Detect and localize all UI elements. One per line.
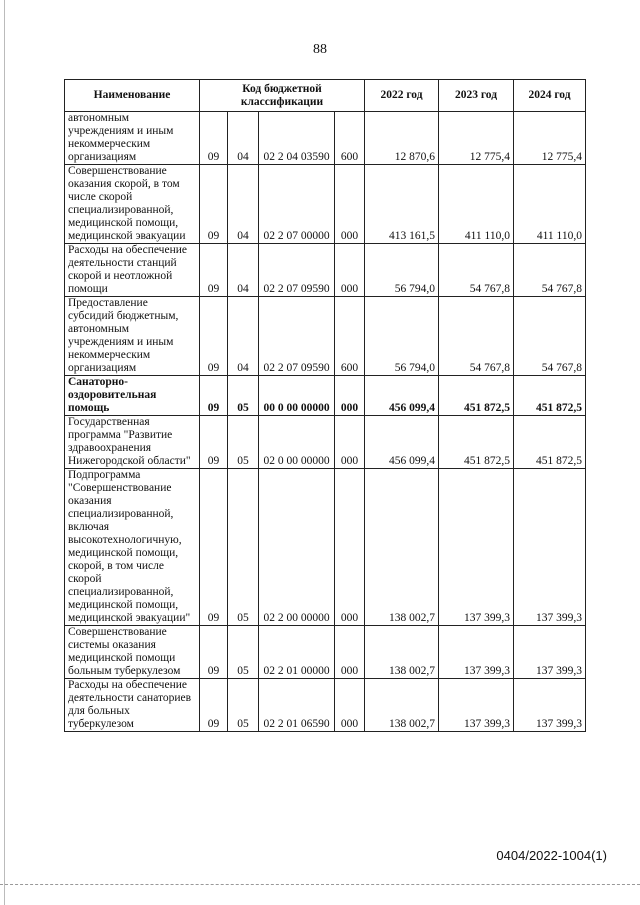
value-2023-cell: 54 767,8 bbox=[439, 297, 514, 376]
value-2023-cell: 12 775,4 bbox=[439, 112, 514, 165]
section-code-cell: 09 bbox=[200, 112, 228, 165]
row-name-cell: автономным учреждениям и иным некоммерческим организациям bbox=[65, 112, 200, 165]
value-2022-cell: 138 002,7 bbox=[365, 679, 439, 732]
section-code-cell: 09 bbox=[200, 244, 228, 297]
target-article-cell: 02 2 00 00000 bbox=[259, 469, 335, 626]
value-2023-cell: 411 110,0 bbox=[439, 165, 514, 244]
header-2023: 2023 год bbox=[439, 80, 514, 112]
row-name-cell: Санаторно-оздоровительная помощь bbox=[65, 376, 200, 416]
target-article-cell: 02 2 07 09590 bbox=[259, 297, 335, 376]
expense-type-cell: 000 bbox=[335, 416, 365, 469]
subsection-code-cell: 05 bbox=[228, 416, 259, 469]
expense-type-cell: 600 bbox=[335, 112, 365, 165]
value-2023-cell: 54 767,8 bbox=[439, 244, 514, 297]
table-row bbox=[65, 416, 586, 469]
value-2023-cell: 137 399,3 bbox=[439, 626, 514, 679]
subsection-code-cell: 05 bbox=[228, 469, 259, 626]
header-code: Код бюджетной классификации bbox=[200, 80, 365, 112]
header-name: Наименование bbox=[65, 80, 200, 112]
value-2024-cell: 451 872,5 bbox=[514, 416, 586, 469]
table-row bbox=[65, 679, 586, 732]
value-2022-cell: 138 002,7 bbox=[365, 469, 439, 626]
value-2023-cell: 451 872,5 bbox=[439, 376, 514, 416]
value-2024-cell: 137 399,3 bbox=[514, 679, 586, 732]
value-2024-cell: 137 399,3 bbox=[514, 626, 586, 679]
row-name-cell: Расходы на обеспечение деятельности санаториев для больных туберкулезом bbox=[65, 679, 200, 732]
row-name-cell: Предоставление субсидий бюджетным, автономным учреждениям и иным некоммерческим организациям bbox=[65, 297, 200, 376]
section-code-cell: 09 bbox=[200, 376, 228, 416]
table-row bbox=[65, 112, 586, 165]
target-article-cell: 02 2 07 00000 bbox=[259, 165, 335, 244]
target-article-cell: 00 0 00 00000 bbox=[259, 376, 335, 416]
section-code-cell: 09 bbox=[200, 416, 228, 469]
row-name-cell: Совершенствование системы оказания медицинской помощи больным туберкулезом bbox=[65, 626, 200, 679]
value-2024-cell: 411 110,0 bbox=[514, 165, 586, 244]
target-article-cell: 02 2 07 09590 bbox=[259, 244, 335, 297]
value-2023-cell: 137 399,3 bbox=[439, 469, 514, 626]
section-code-cell: 09 bbox=[200, 626, 228, 679]
bottom-dashed-line bbox=[0, 884, 640, 885]
subsection-code-cell: 04 bbox=[228, 297, 259, 376]
budget-table bbox=[64, 79, 586, 732]
section-code-cell: 09 bbox=[200, 165, 228, 244]
value-2023-cell: 137 399,3 bbox=[439, 679, 514, 732]
expense-type-cell: 000 bbox=[335, 626, 365, 679]
value-2022-cell: 56 794,0 bbox=[365, 297, 439, 376]
subsection-code-cell: 05 bbox=[228, 376, 259, 416]
table-row bbox=[65, 376, 586, 416]
value-2022-cell: 456 099,4 bbox=[365, 416, 439, 469]
page-edge-line bbox=[4, 0, 5, 905]
value-2022-cell: 12 870,6 bbox=[365, 112, 439, 165]
header-2022: 2022 год bbox=[365, 80, 439, 112]
document-code: 0404/2022-1004(1) bbox=[496, 848, 607, 863]
value-2024-cell: 54 767,8 bbox=[514, 244, 586, 297]
expense-type-cell: 600 bbox=[335, 297, 365, 376]
target-article-cell: 02 0 00 00000 bbox=[259, 416, 335, 469]
table-row bbox=[65, 469, 586, 626]
row-name-cell: Подпрограмма "Совершенствование оказания специализированной, включая высокотехнологичную, медицинской помощи, скорой, в том числе скорой специализированной, медицинской помощи, медицинской эвакуации" bbox=[65, 469, 200, 626]
expense-type-cell: 000 bbox=[335, 244, 365, 297]
page-number: 88 bbox=[313, 42, 327, 57]
value-2022-cell: 56 794,0 bbox=[365, 244, 439, 297]
table-row bbox=[65, 165, 586, 244]
value-2024-cell: 451 872,5 bbox=[514, 376, 586, 416]
value-2024-cell: 54 767,8 bbox=[514, 297, 586, 376]
table-row bbox=[65, 626, 586, 679]
section-code-cell: 09 bbox=[200, 469, 228, 626]
value-2023-cell: 451 872,5 bbox=[439, 416, 514, 469]
expense-type-cell: 000 bbox=[335, 376, 365, 416]
row-name-cell: Совершенствование оказания скорой, в том числе скорой специализированной, медицинской помощи, медицинской эвакуации bbox=[65, 165, 200, 244]
expense-type-cell: 000 bbox=[335, 679, 365, 732]
section-code-cell: 09 bbox=[200, 297, 228, 376]
table-row bbox=[65, 297, 586, 376]
value-2024-cell: 137 399,3 bbox=[514, 469, 586, 626]
section-code-cell: 09 bbox=[200, 679, 228, 732]
row-name-cell: Расходы на обеспечение деятельности станций скорой и неотложной помощи bbox=[65, 244, 200, 297]
expense-type-cell: 000 bbox=[335, 469, 365, 626]
table-header-row bbox=[65, 80, 586, 112]
subsection-code-cell: 04 bbox=[228, 112, 259, 165]
header-2024: 2024 год bbox=[514, 80, 586, 112]
row-name-cell: Государственная программа "Развитие здравоохранения Нижегородской области" bbox=[65, 416, 200, 469]
subsection-code-cell: 04 bbox=[228, 165, 259, 244]
target-article-cell: 02 2 04 03590 bbox=[259, 112, 335, 165]
value-2022-cell: 456 099,4 bbox=[365, 376, 439, 416]
target-article-cell: 02 2 01 00000 bbox=[259, 626, 335, 679]
value-2022-cell: 138 002,7 bbox=[365, 626, 439, 679]
value-2022-cell: 413 161,5 bbox=[365, 165, 439, 244]
expense-type-cell: 000 bbox=[335, 165, 365, 244]
subsection-code-cell: 05 bbox=[228, 679, 259, 732]
table-row bbox=[65, 244, 586, 297]
value-2024-cell: 12 775,4 bbox=[514, 112, 586, 165]
target-article-cell: 02 2 01 06590 bbox=[259, 679, 335, 732]
subsection-code-cell: 05 bbox=[228, 626, 259, 679]
table-body bbox=[65, 112, 586, 732]
subsection-code-cell: 04 bbox=[228, 244, 259, 297]
